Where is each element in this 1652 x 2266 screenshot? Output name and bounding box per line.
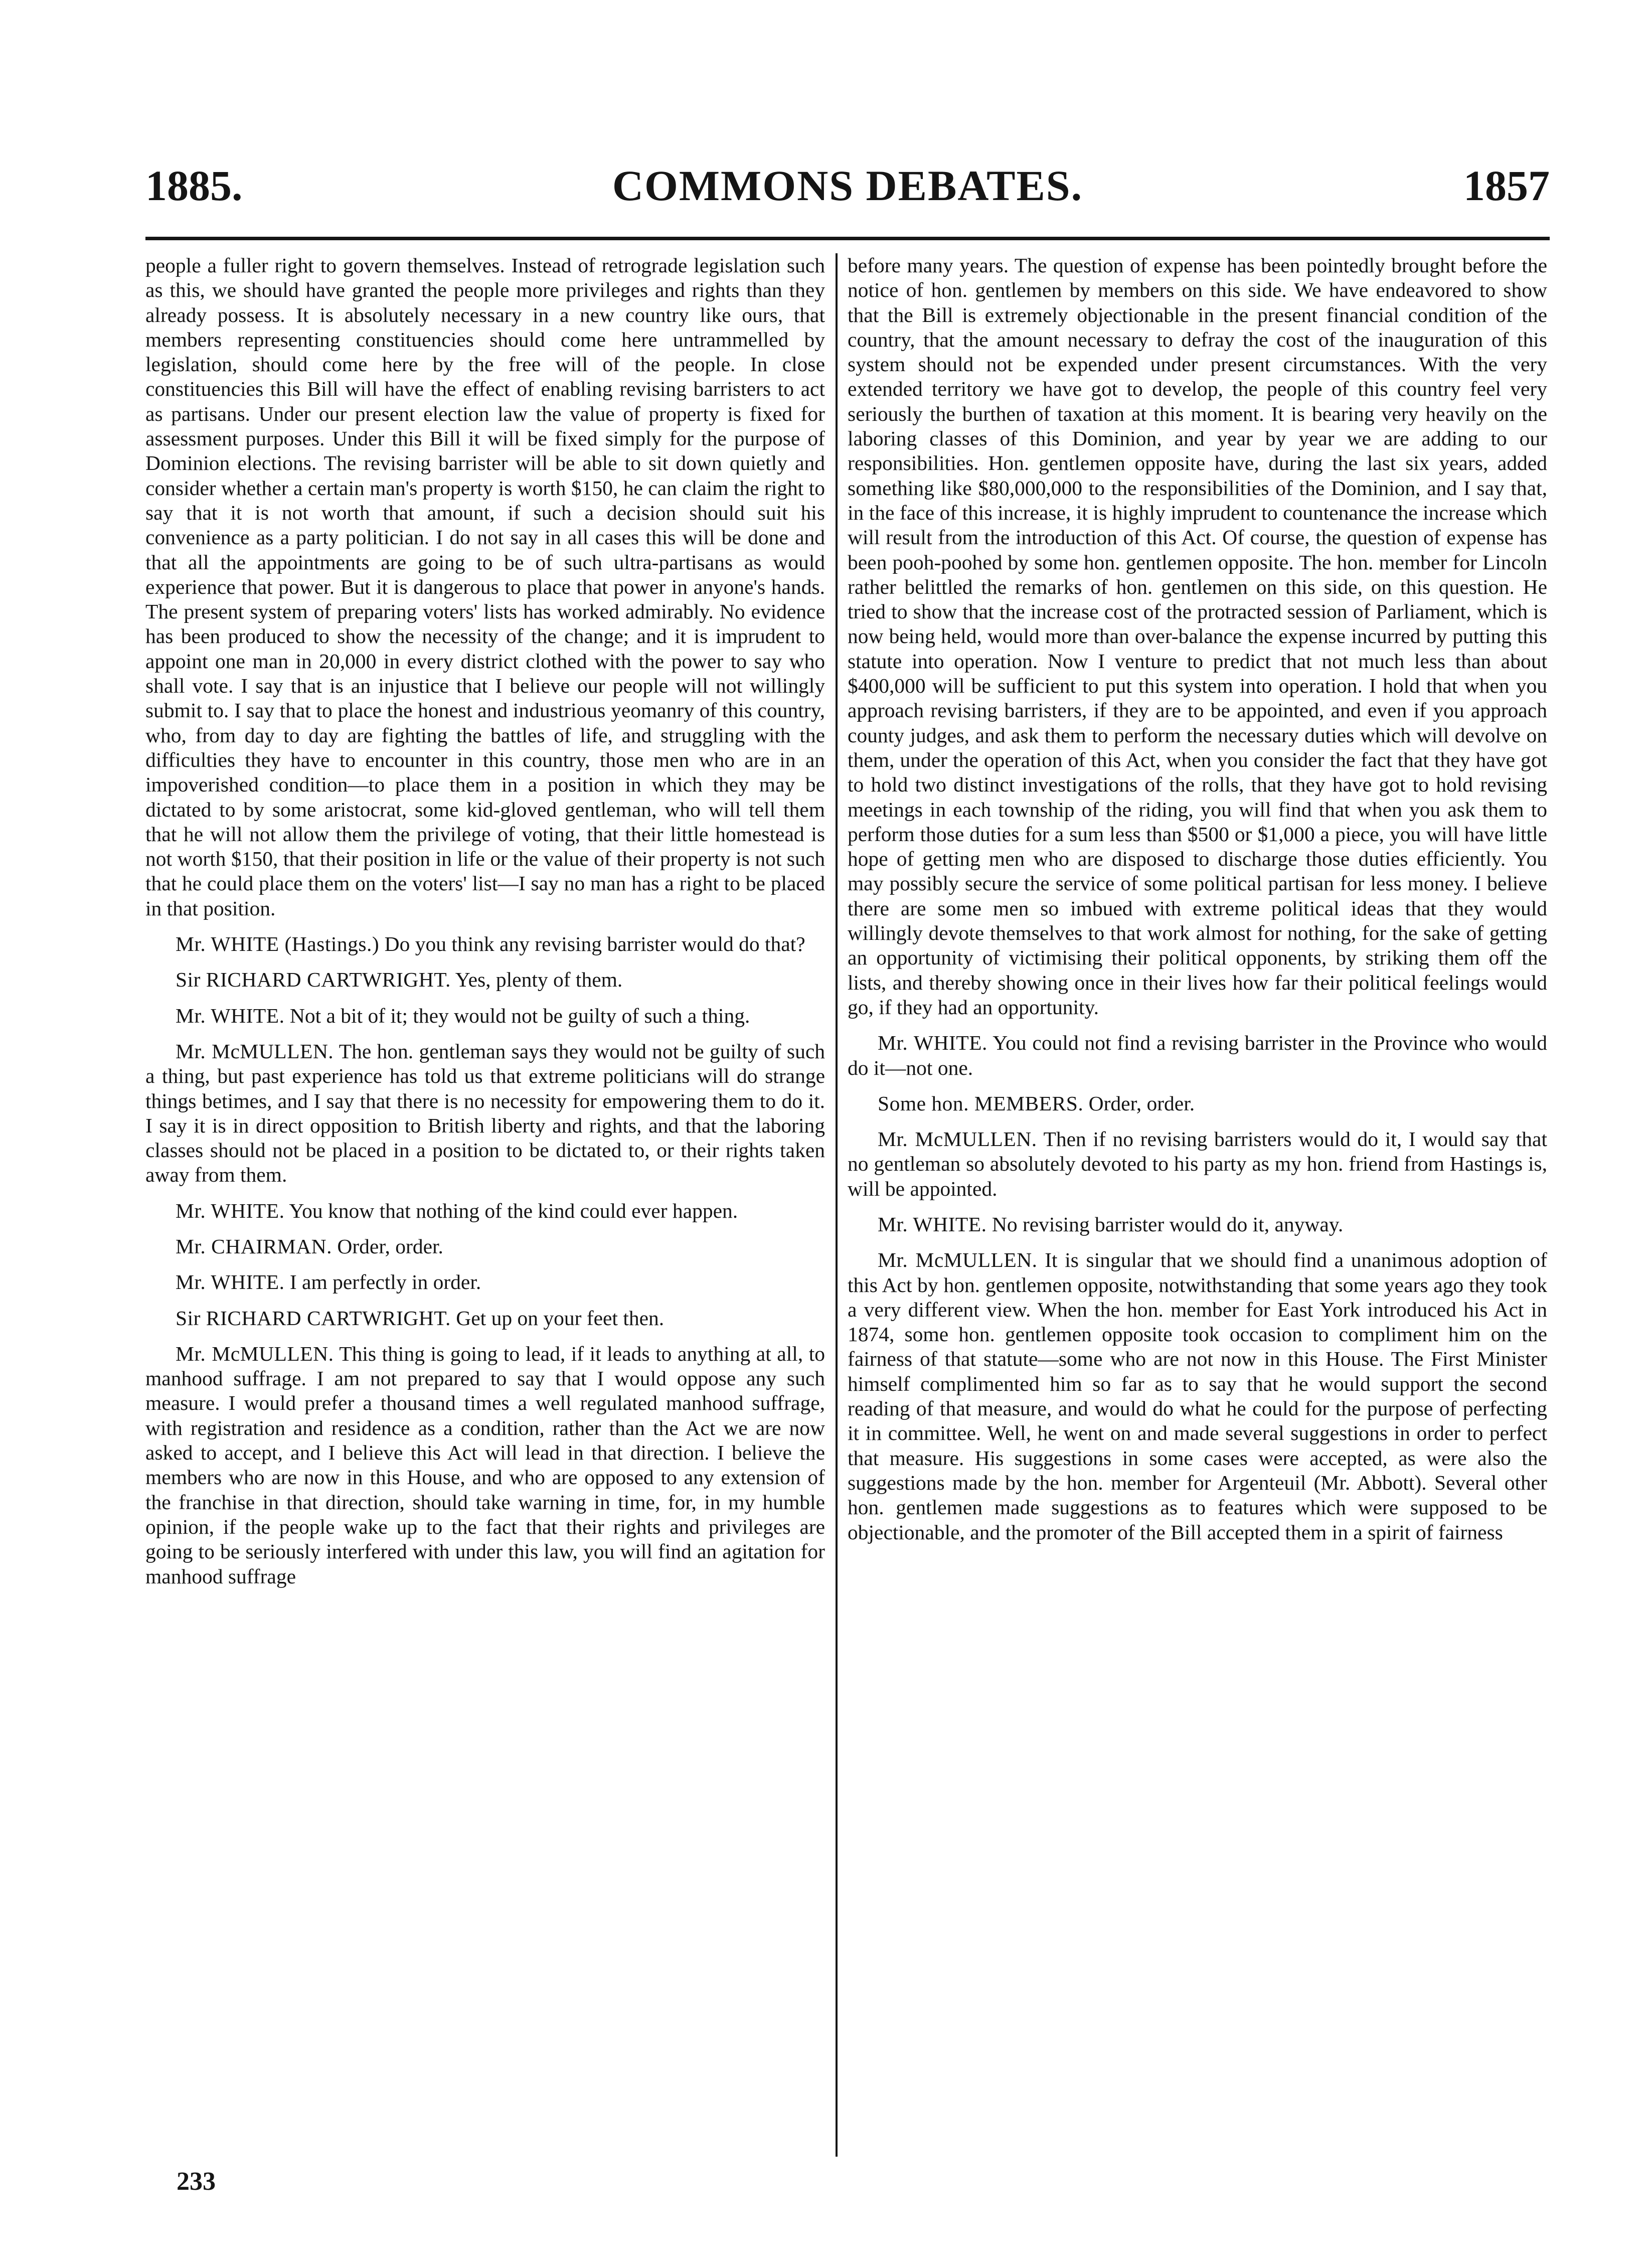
- paragraph-text: Order, order.: [1088, 1091, 1195, 1115]
- paragraph: [848, 1248, 1547, 1545]
- paragraph-text: Do you think any revising barrister would do that?: [384, 932, 805, 956]
- speaker-name: Sir RICHARD CARTWRIGHT.: [176, 1306, 451, 1330]
- speaker-name: Sir RICHARD CARTWRIGHT.: [176, 968, 451, 992]
- header-rule: [145, 237, 1550, 240]
- paragraph: [145, 253, 825, 921]
- paragraph-text: people a fuller right to govern themselves. Instead of retrograde legislation such as this, we should have granted the people more privileges and rights than they already possess. It is absolutely necessary in a new country like ours, that members representing constituencies should come here untrammelled by legislation, should come here by the free will of the people. In close constituencies this Bill will have the effect of enabling revising barristers to act as partisans. Under our present election law the value of property is fixed for assessment purposes. Under this Bill it will be fixed simply for the purpose of Dominion elections. The revising barrister will be able to sit down quietly and consider whether a certain man's property is worth $150, he can claim the right to say that it is not worth that amount, if such a decision should suit his convenience as a party politician. I do not say in all cases this will be done and that all the appointments are going to be of such ultra-partisans as would experience that power. But it is dangerous to place that power in anyone's hands. The present system of preparing voters' lists has worked admirably. No evidence has been produced to show the necessity of the change; and it is imprudent to appoint one man in 20,000 in every district clothed with the power to say who shall vote. I say that is an injustice that I believe our people will not willingly submit to. I say that to place the honest and industrious yeomanry of this country, who, from day to day are fighting the battles of life, and struggling with the difficulties they have to encounter in this country, those men who are in an impoverished condition—to place them in a position in which they may be dictated to by some aristocrat, some kid-gloved gentleman, who will tell them that he will not allow them the privilege of voting, that their little homestead is not worth $150, that their position in life or the value of their property is not such that he could place them on the voters' list—I say no man has a right to be placed in that position.: [145, 254, 825, 920]
- paragraph: [145, 1306, 825, 1331]
- left-column: [145, 253, 825, 2157]
- speaker-name: Mr. WHITE (Hastings.): [176, 932, 380, 956]
- paragraph-text: Get up on your feet then.: [456, 1306, 665, 1330]
- paragraph-text: before many years. The question of expense has been pointedly brought before the notice of hon. gentlemen by members on this side. We have endeavored to show that the Bill is extremely objectionable in the present financial condition of the country, that the amount necessary to defray the cost of the inauguration of this system should not be expended under present circumstances. With the very extended territory we have got to develop, the people of this country feel very seriously the burthen of taxation at this moment. It is bearing very heavily on the laboring classes of this Dominion, and year by year we are adding to our responsibilities. Hon. gentlemen opposite have, during the last six years, added something like $80,000,000 to the responsibilities of the Dominion, and I say that, in the face of this increase, it is highly imprudent to countenance the increase which will result from the introduction of this Act. Of course, the question of expense has been pooh-poohed by some hon. gentlemen opposite. The hon. member for Lincoln rather belittled the remarks of hon. gentlemen on this side, on this question. He tried to show that the increase cost of the protracted session of Parliament, which is now being held, would more than over-balance the expense incurred by putting this statute into operation. Now I venture to predict that not much less than about $400,000 will be sufficient to put this system into operation. I hold that when you approach revising barristers, if they are to be appointed, and even if you approach county judges, and ask them to perform the necessary duties which will devolve on them, under the operation of this Act, when you consider the fact that they have got to hold two distinct investigations of the rolls, that they have got to hold revising meetings in each township of the riding, you will find that when you ask them to perform those duties for a sum less than $500 or $1,000 a piece, you will have little hope of getting men who are disposed to discharge those duties efficiently. You may possibly secure the service of some political partisan for less money. I believe there are some men so imbued with extreme political ideas that they would willingly devote themselves to that work almost for nothing, for the sake of getting an opportunity of victimising their political opponents, by striking them off the lists, and thereby showing once in their lives how far their political feelings would go, if they had an opportunity.: [848, 254, 1547, 1019]
- page-title: COMMONS DEBATES.: [612, 161, 1083, 210]
- paragraph: [145, 932, 825, 956]
- speaker-name: Some hon. MEMBERS.: [878, 1091, 1084, 1115]
- paragraph-text: Not a bit of it; they would not be guilty of such a thing.: [289, 1004, 750, 1027]
- paragraph: [145, 1270, 825, 1294]
- paragraph-text: The hon. gentleman says they would not be guilty of such a thing, but past experience has told us that extreme politicians will do strange things betimes, and I say that there is no necessity for empowering them to do it. I say it is in direct opposition to British liberty and rights, and that the laboring classes should not be placed in a position to be dictated to, or their rights taken away from them.: [145, 1039, 825, 1187]
- paragraph: [145, 1234, 825, 1259]
- paragraph-text: No revising barrister would do it, anyway.: [992, 1212, 1344, 1236]
- paragraph: [145, 1039, 825, 1188]
- paragraph-text: This thing is going to lead, if it leads to anything at all, to manhood suffrage. I am not prepared to say that I would oppose any such measure. I would prefer a thousand times a well regulated manhood suffrage, with registration and residence as a condition, rather than the Act we are now asked to accept, and I believe this Act will lead in that direction. I believe the members who are now in this House, and who are opposed to any extension of the franchise in that direction, should take warning in time, for, in my humble opinion, if the people wake up to the fact that their rights and privileges are going to be seriously interfered with under this law, you will find an agitation for manhood suffrage: [145, 1342, 825, 1588]
- page-year: 1885.: [145, 161, 243, 210]
- signature-mark: 233: [177, 2167, 216, 2196]
- paragraph: [848, 1212, 1547, 1237]
- speaker-name: Mr. WHITE.: [176, 1270, 285, 1294]
- paragraph: [145, 967, 825, 992]
- paragraph: [145, 1004, 825, 1028]
- paragraph: [848, 1031, 1547, 1080]
- paragraph: [848, 1127, 1547, 1201]
- paragraph-text: Order, order.: [337, 1234, 443, 1258]
- paragraph: [848, 1091, 1547, 1116]
- paragraph: [848, 253, 1547, 1020]
- page-number: 1857: [1463, 161, 1550, 210]
- speaker-name: Mr. WHITE.: [176, 1199, 285, 1222]
- paragraph-text: I am perfectly in order.: [289, 1270, 481, 1294]
- speaker-name: Mr. WHITE.: [878, 1031, 987, 1055]
- paragraph: [145, 1342, 825, 1589]
- speaker-name: Mr. WHITE.: [176, 1004, 285, 1027]
- paragraph-text: Then if no revising barristers would do it, I would say that no gentleman so absolutely devoted to his party as my hon. friend from Hastings is, will be appointed.: [848, 1127, 1547, 1200]
- right-column: [848, 253, 1547, 2157]
- column-divider: [836, 253, 838, 2157]
- speaker-name: Mr. McMULLEN.: [176, 1039, 334, 1063]
- speaker-name: Mr. McMULLEN.: [878, 1127, 1037, 1151]
- speaker-name: Mr. WHITE.: [878, 1212, 987, 1236]
- page-header: [145, 160, 1550, 216]
- speaker-name: Mr. CHAIRMAN.: [176, 1234, 333, 1258]
- speaker-name: Mr. McMULLEN.: [176, 1342, 334, 1365]
- paragraph-text: It is singular that we should find a unanimous adoption of this Act by hon. gentlemen opposite, notwithstanding that some years ago they took a very different view. When the hon. member for East York introduced his Act in 1874, some hon. gentlemen opposite took occasion to compliment him on the fairness of that statute—some who are not now in this House. The First Minister himself complimented him so far as to say that he would support the second reading of that measure, and would do what he could for the purpose of perfecting it in committee. Well, he went on and made several suggestions in order to perfect that measure. His suggestions in some cases were accepted, as were also the suggestions made by the hon. member for Argenteuil (Mr. Abbott). Several other hon. gentlemen made suggestions as to features which were supposed to be objectionable, and the promoter of the Bill accepted them in a spirit of fairness: [848, 1248, 1547, 1544]
- paragraph-text: You know that nothing of the kind could ever happen.: [289, 1199, 738, 1222]
- speaker-name: Mr. McMULLEN.: [878, 1248, 1038, 1272]
- paragraph-text: Yes, plenty of them.: [455, 968, 623, 992]
- paragraph: [145, 1199, 825, 1223]
- paragraph-text: You could not find a revising barrister in the Province who would do it—not one.: [848, 1031, 1547, 1079]
